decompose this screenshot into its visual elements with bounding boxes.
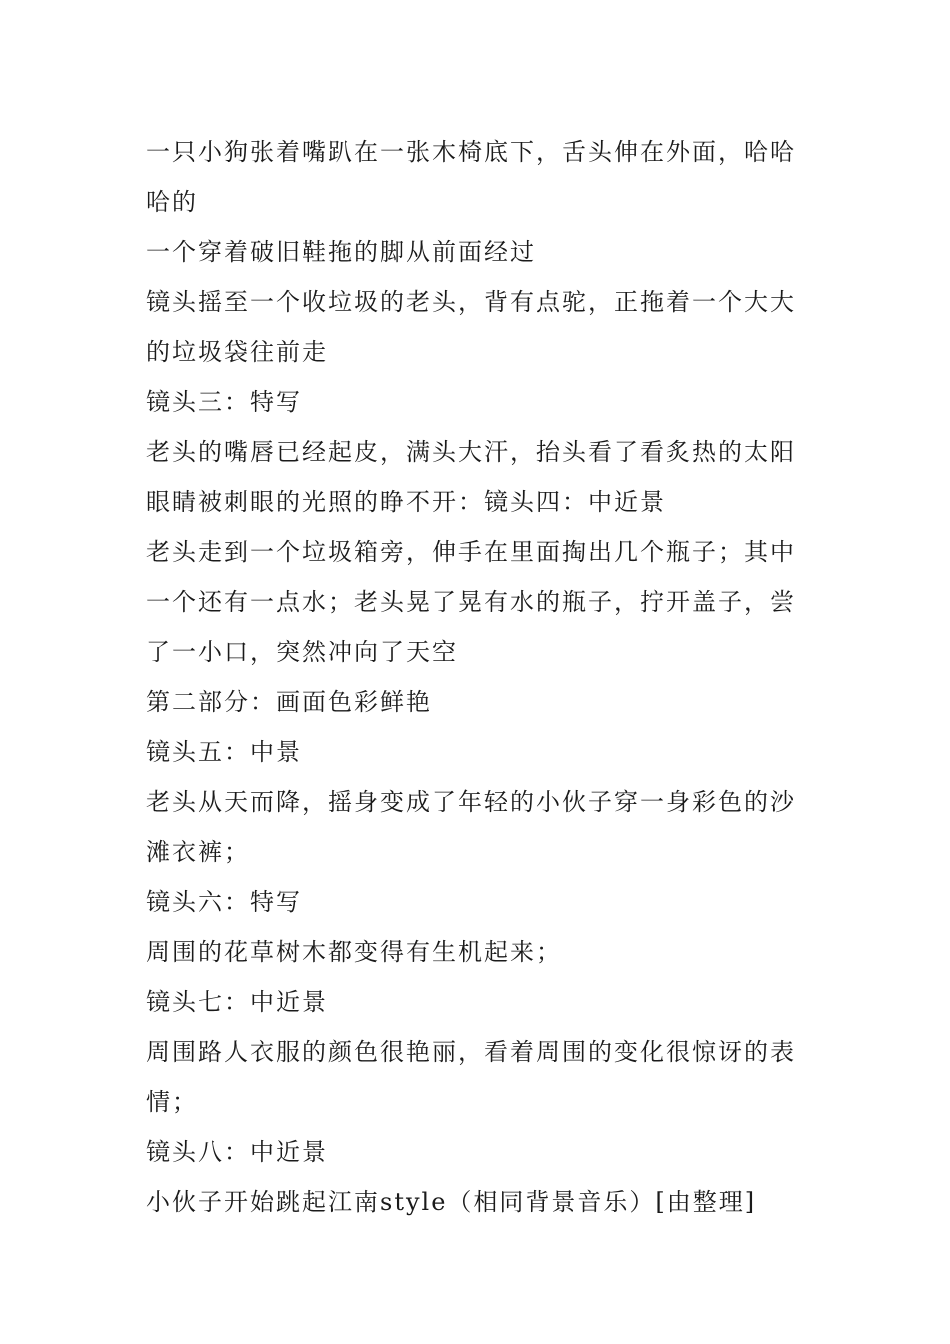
section-heading: 第二部分：画面色彩鲜艳 — [146, 688, 432, 716]
text-line: 镜头摇至一个收垃圾的老头，背有点驼，正拖着一个大大 — [146, 288, 796, 316]
section-heading: 镜头三：特写 — [146, 388, 302, 416]
text-line: 眼睛被刺眼的光照的睁不开：镜头四：中近景 — [146, 488, 666, 516]
section-heading: 镜头五：中景 — [146, 738, 302, 766]
text-line: 一个还有一点水；老头晃了晃有水的瓶子，拧开盖子，尝 — [146, 588, 796, 616]
text-line: 周围路人衣服的颜色很艳丽，看着周围的变化很惊讶的表 — [146, 1038, 796, 1066]
section-heading: 镜头六：特写 — [146, 888, 302, 916]
text-line: 滩衣裤； — [146, 838, 250, 866]
text-line: 的垃圾袋往前走 — [146, 338, 328, 366]
text-line: 哈的 — [146, 188, 198, 216]
document-body — [146, 127, 810, 1227]
section-heading: 镜头八：中近景 — [146, 1138, 328, 1166]
text-line: 老头从天而降，摇身变成了年轻的小伙子穿一身彩色的沙 — [146, 788, 796, 816]
text-line: 小伙子开始跳起江南style（相同背景音乐）[由整理] — [146, 1188, 757, 1216]
text-line: 了一小口，突然冲向了天空 — [146, 638, 458, 666]
text-line: 情； — [146, 1088, 198, 1116]
text-line: 一个穿着破旧鞋拖的脚从前面经过 — [146, 238, 536, 266]
text-line: 一只小狗张着嘴趴在一张木椅底下，舌头伸在外面，哈哈 — [146, 138, 796, 166]
text-line: 周围的花草树木都变得有生机起来； — [146, 938, 562, 966]
text-line: 老头走到一个垃圾箱旁，伸手在里面掏出几个瓶子；其中 — [146, 538, 796, 566]
section-heading: 镜头七：中近景 — [146, 988, 328, 1016]
text-line: 老头的嘴唇已经起皮，满头大汗，抬头看了看炙热的太阳 — [146, 438, 796, 466]
